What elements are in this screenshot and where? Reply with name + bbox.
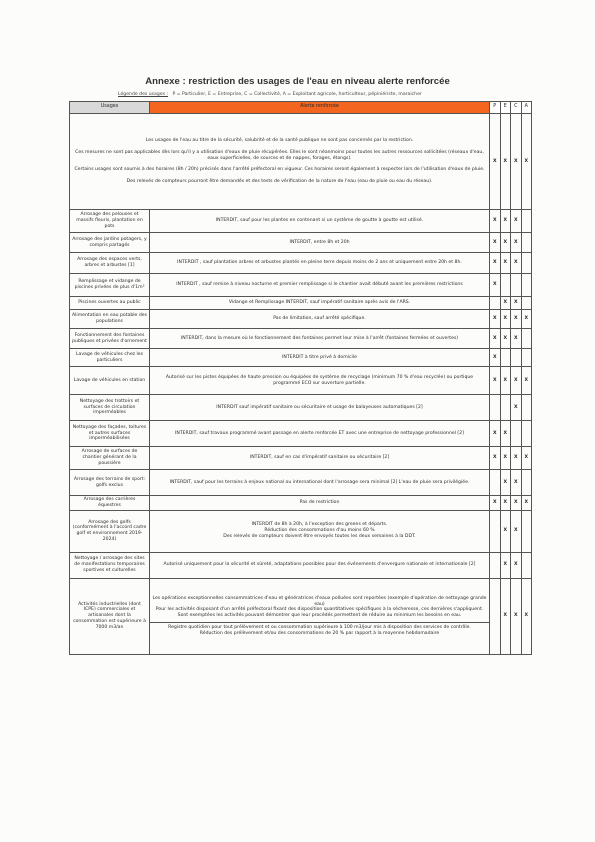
mark-c: X xyxy=(511,552,522,578)
alerte-cell: Vidange et Remplissage INTERDIT, sauf impératif sanitaire après avis de l'ARS. xyxy=(150,297,490,310)
mark-a xyxy=(521,395,532,421)
mark-a xyxy=(521,233,532,253)
mark-c: X xyxy=(511,253,522,274)
general-para-4: Des relevés de compteurs pourront être demandés et des tests de vérification de la nature de l'eau (eau de pluie ou eau du réseau). xyxy=(126,179,433,185)
mark-e: X xyxy=(500,447,511,470)
mark-c: X xyxy=(511,367,522,395)
table-row xyxy=(70,349,532,367)
alerte-cell: Pas de limitation, sauf arrêté spécifique. xyxy=(150,310,490,329)
table-row xyxy=(70,470,532,496)
alerte-line: Les opérations exceptionnelles consommatrices d'eau et génératrices d'eaux polluées sont reportées (exemple d'opération de nettoyage grande eau) xyxy=(152,595,487,607)
usage-cell: Lavage de véhicules en station xyxy=(70,367,150,395)
mark-a xyxy=(521,470,532,496)
mark-a: X xyxy=(521,496,532,511)
mark-a: X xyxy=(521,367,532,395)
table-row xyxy=(70,367,532,395)
mark-a xyxy=(521,552,532,578)
mark-e: X xyxy=(500,233,511,253)
mark-c: X xyxy=(511,233,522,253)
alerte-line: Réduction des prélèvement et/ou des consommations de 20 % par rapport à la moyenne hebdomadaire xyxy=(199,631,440,637)
usage-cell: Alimentation en eau potable des populations xyxy=(70,310,150,329)
table-row xyxy=(70,510,532,552)
alerte-line: Des relevés de compteurs doivent être envoyés toutes les deux semaines à la DDT. xyxy=(223,534,416,540)
usage-cell: Arrosage des terrains de sport: golfs exclus xyxy=(70,470,150,496)
mark-e: X xyxy=(500,297,511,310)
mark-c: X xyxy=(511,496,522,511)
table-row xyxy=(70,310,532,329)
mark-e: X xyxy=(500,210,511,233)
page-title: Annexe : restriction des usages de l'eau en niveau alerte renforcée xyxy=(145,76,450,87)
legend-item-p: P = Particulier, xyxy=(172,92,207,97)
alerte-line: INTERDIT de 8h à 20h, à l'exception des greens et départs. xyxy=(251,522,388,528)
mark-e: X xyxy=(500,114,511,210)
table-row xyxy=(70,233,532,253)
table-row xyxy=(70,421,532,447)
mark-p: X xyxy=(490,253,501,274)
general-notes xyxy=(70,114,490,210)
mark-e: X xyxy=(500,367,511,395)
alerte-cell: Autorisé uniquement pour la sécurité et sûreté, adaptations possibles pour des événements d'envergure nationale et internationale [2] xyxy=(150,552,490,578)
alerte-cell: Pas de restriction xyxy=(150,496,490,511)
general-para-3: Certains usages sont soumis à des horaires (8h / 20h) précisés dans l'arrêté préfectoral en vigueur. Ces horaires seront également à respecter lors de l'utilisation d'eaux de pluie. xyxy=(74,167,485,173)
mark-e xyxy=(500,395,511,421)
mark-e: X xyxy=(500,578,511,654)
general-para-2: Ces mesures ne sont pas applicables dès lors qu'il y a utilisation d'eaux de pluie récupérées. Elles le sont néanmoins pour toutes les autres ressources sollicitées (réseaux d'eau, eaux superficielles, de sources et de nappes, forages, étangs). xyxy=(75,149,484,161)
mark-c: X xyxy=(511,510,522,552)
mark-a: X xyxy=(521,578,532,654)
mark-e: X xyxy=(500,552,511,578)
mark-a xyxy=(521,253,532,274)
alerte-cell: INTERDIT , sauf remise à niveau nocturne et premier remplissage si le chantier avait débuté avant les premières restrictions xyxy=(150,274,490,297)
mark-c xyxy=(511,274,522,297)
mark-e: X xyxy=(500,510,511,552)
mark-c xyxy=(511,349,522,367)
usage-cell: Nettoyage des trottoirs et surfaces de circulation imperméables xyxy=(70,395,150,421)
alerte-cell: INTERDIT, sauf pour les terrains à enjeux national ou international dont l'arrosage sera minimal [2] L'eau de pluie sera privilégiée. xyxy=(150,470,490,496)
mark-p xyxy=(490,395,501,421)
mark-e: X xyxy=(500,329,511,349)
usage-cell: Lavage de véhicules chez les particuliers xyxy=(70,349,150,367)
general-row xyxy=(70,114,532,210)
mark-p xyxy=(490,552,501,578)
usage-cell: Arrosage des golfs (conformément à l'accord cadre golf et environnement 2019-2024) xyxy=(70,510,150,552)
alerte-cell: INTERDIT, entre 8h et 20h xyxy=(150,233,490,253)
mark-e: X xyxy=(500,421,511,447)
mark-p: X xyxy=(490,114,501,210)
table-row xyxy=(70,274,532,297)
mark-p: X xyxy=(490,329,501,349)
alerte-cell: INTERDIT sauf impératif sanitaire ou sécuritaire et usage de balayeuses automatiques [2] xyxy=(150,395,490,421)
mark-p xyxy=(490,510,501,552)
mark-c xyxy=(511,421,522,447)
alerte-cell: INTERDIT , sauf plantation arbres et arbustes plantés en pleine terre depuis moins de 2 ans et uniquement entre 20h et 8h. xyxy=(150,253,490,274)
mark-a: X xyxy=(521,310,532,329)
usage-cell: Arrosage des espaces verts, arbres et arbustes [1] xyxy=(70,253,150,274)
mark-e: X xyxy=(500,470,511,496)
mark-a: X xyxy=(521,114,532,210)
mark-c: X xyxy=(511,329,522,349)
legend-item-c: C = Collectivité, xyxy=(244,92,282,97)
usage-cell: Arrosage de surfaces de chantier générant de la poussière xyxy=(70,447,150,470)
mark-p xyxy=(490,470,501,496)
mark-a xyxy=(521,297,532,310)
table-row xyxy=(70,253,532,274)
mark-a xyxy=(521,329,532,349)
mark-a xyxy=(521,421,532,447)
restriction-table xyxy=(69,101,532,655)
legend-label: Légende des usages : xyxy=(118,92,169,97)
table-row xyxy=(70,329,532,349)
mark-p: X xyxy=(490,349,501,367)
legend xyxy=(118,92,422,97)
mark-c: X xyxy=(511,395,522,421)
table-row xyxy=(70,210,532,233)
usage-cell: Arrosage des pelouses et massifs fleuris, plantation en pots xyxy=(70,210,150,233)
header-usages: Usages xyxy=(70,102,150,114)
mark-c: X xyxy=(511,447,522,470)
mark-p: X xyxy=(490,274,501,297)
alerte-subsection xyxy=(150,622,489,637)
mark-e: X xyxy=(500,310,511,329)
header-e: E xyxy=(500,102,511,114)
mark-p: X xyxy=(490,367,501,395)
usage-cell: Arrosage des jardins potagers, y compris partagés xyxy=(70,233,150,253)
mark-p xyxy=(490,297,501,310)
alerte-cell: INTERDIT, sauf en cas d'impératif sanitaire ou sécuritaire [2] xyxy=(150,447,490,470)
mark-c: X xyxy=(511,310,522,329)
table-row xyxy=(70,496,532,511)
mark-p: X xyxy=(490,210,501,233)
alerte-cell: INTERDIT, sauf pour les plantes en contenant si un système de goutte à goutte est utilisé. xyxy=(150,210,490,233)
general-para-1: Les usages de l'eau au titre de la sécurité, salubrité et de la santé publique ne sont pas concernés par la restriction. xyxy=(145,137,414,143)
alerte-line: Réduction des consommations d'au moins 60 % xyxy=(264,528,375,534)
table-row xyxy=(70,552,532,578)
mark-e: X xyxy=(500,496,511,511)
usage-cell: Activités industrielles (dont ICPE) commerciales et artisanales dont la consommation est supérieure à 7000 m3/an xyxy=(70,578,150,654)
mark-c: X xyxy=(511,297,522,310)
mark-a xyxy=(521,349,532,367)
usage-cell: Remplissage et vidange de piscines privées de plus d'1m³ xyxy=(70,274,150,297)
mark-a xyxy=(521,510,532,552)
mark-p: X xyxy=(490,447,501,470)
alerte-cell: INTERDIT à titre privé à domicile xyxy=(150,349,490,367)
alerte-line: Pour les activités disposant d'un arrêté préfectoral fixant des disposition quantitatives spécifiques à la sécheresse, ces dernières s'appliquent. Sont exemptées les activités pouvant démontrer que leur procédés permettent de réduire au minimum les besoins en eau. xyxy=(155,607,484,619)
alerte-cell: INTERDIT, dans la mesure où le fonctionnement des fontaines permet leur mise à l'arrêt (fontaines fermées et ouvertes) xyxy=(150,329,490,349)
mark-c: X xyxy=(511,578,522,654)
usage-cell: Nettoyage / arrosage des sites de manifestations temporaires sportives et culturelles xyxy=(70,552,150,578)
legend-item-e: E = Entreprise, xyxy=(208,92,243,97)
usage-cell: Nettoyage des façades, toitures et autres surfaces imperméabilisées xyxy=(70,421,150,447)
mark-e: X xyxy=(500,253,511,274)
usage-cell: Piscines ouvertes au public xyxy=(70,297,150,310)
alerte-line: Registre quotidien pour tout prélèvement et ou consommation supérieure à 100 m3/jour mis à disposition des services de contrôle. xyxy=(168,625,471,631)
header-alerte-renforcee: Alerte renforcée xyxy=(150,102,490,114)
header-p: P xyxy=(490,102,501,114)
mark-c: X xyxy=(511,114,522,210)
mark-a xyxy=(521,274,532,297)
mark-p: X xyxy=(490,421,501,447)
mark-c: X xyxy=(511,210,522,233)
mark-p: X xyxy=(490,310,501,329)
table-header-row xyxy=(70,102,532,114)
usage-cell: Arrosage des carrières équestres xyxy=(70,496,150,511)
header-c: C xyxy=(511,102,522,114)
mark-p xyxy=(490,578,501,654)
mark-a: X xyxy=(521,447,532,470)
alerte-cell xyxy=(150,578,490,654)
table-row xyxy=(70,447,532,470)
mark-e xyxy=(500,274,511,297)
mark-e xyxy=(500,349,511,367)
usage-cell: Fonctionnement des fontaines publiques et privées d'ornement xyxy=(70,329,150,349)
mark-a xyxy=(521,210,532,233)
mark-c: X xyxy=(511,470,522,496)
alerte-cell: INTERDIT, sauf travaux programmé avant passage en alerte renforcée ET avec une entreprise de nettoyage professionnel [2] xyxy=(150,421,490,447)
mark-p: X xyxy=(490,496,501,511)
alerte-cell: Autorisé sur les pistes équipées de haute pression ou équipées de système de recyclage (minimum 70 % d'eau recyclée) ou portique programmé ECO sur ouverture partielle. xyxy=(150,367,490,395)
table-row xyxy=(70,395,532,421)
table-row xyxy=(70,578,532,654)
table-row xyxy=(70,297,532,310)
legend-item-a: A = Exploitant agricole, horticulteur, pépiniériste, maraicher xyxy=(282,92,422,97)
alerte-cell xyxy=(150,510,490,552)
header-a: A xyxy=(521,102,532,114)
mark-p: X xyxy=(490,233,501,253)
